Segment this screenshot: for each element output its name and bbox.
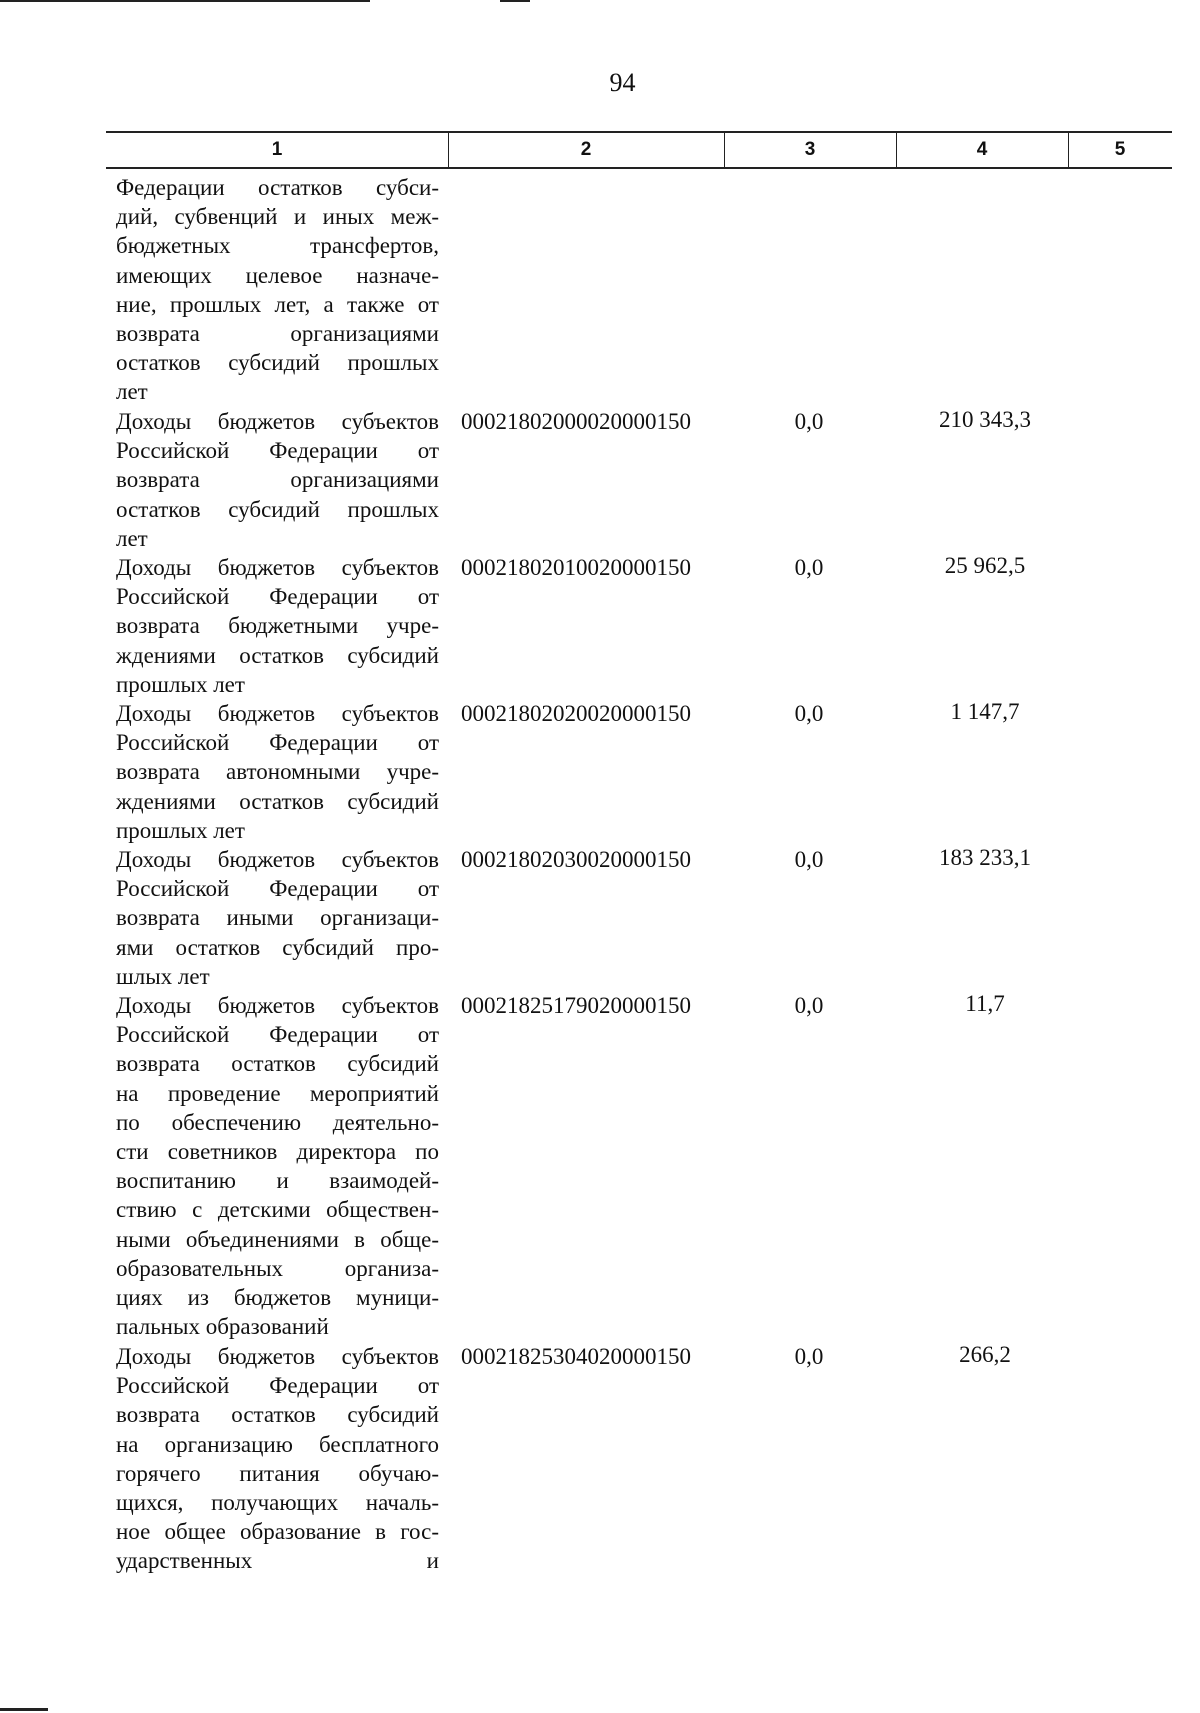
- description-line: ными объединениями в обще-: [116, 1226, 439, 1252]
- row-description: [116, 1342, 439, 1576]
- description-line: Российской Федерации от: [116, 876, 439, 902]
- description-line: имеющих целевое назначе-: [116, 262, 439, 288]
- scan-edge-top: [0, 0, 370, 2]
- column-header-3: 3: [804, 139, 816, 160]
- description-line: возврата организациями: [116, 321, 439, 347]
- description-line: прошлых лет: [116, 671, 245, 697]
- description-line: Доходы бюджетов субъектов: [116, 1344, 439, 1369]
- description-line: пальных образований: [116, 1314, 329, 1340]
- description-line: Федерации остатков субси-: [116, 175, 439, 200]
- description-line: возврата бюджетными учре-: [116, 613, 439, 639]
- description-line: возврата остатков субсидий: [116, 1051, 439, 1077]
- description-line: возврата автономными учре-: [116, 759, 439, 785]
- description-line: возврата остатков субсидий: [116, 1402, 439, 1428]
- budget-classification-code: 00021825304020000150: [461, 1344, 691, 1369]
- row-description: [116, 699, 439, 845]
- row-description: [116, 407, 439, 553]
- row-description: [116, 845, 439, 991]
- description-line: Российской Федерации от: [116, 584, 439, 610]
- description-line: на проведение мероприятий: [116, 1080, 439, 1106]
- column-header-1: 1: [271, 139, 283, 160]
- budget-classification-code: 00021802000020000150: [461, 409, 691, 434]
- description-line: ждениями остатков субсидий: [116, 642, 439, 668]
- description-line: ствию с детскими обществен-: [116, 1197, 439, 1223]
- column-4-value: 11,7: [965, 991, 1005, 1016]
- description-line: Доходы бюджетов субъектов: [116, 847, 439, 872]
- description-line: Доходы бюджетов субъектов: [116, 555, 439, 580]
- column-header-2: 2: [580, 139, 592, 160]
- scan-edge-bottom: [0, 1708, 48, 1711]
- column-3-value: 0,0: [794, 701, 824, 726]
- description-line: образовательных организа-: [116, 1255, 439, 1281]
- description-line: по обеспечению деятельно-: [116, 1109, 439, 1135]
- scan-edge-top-fragment: [500, 0, 530, 2]
- column-header-4: 4: [976, 139, 988, 160]
- description-line: шлых лет: [116, 963, 210, 989]
- row-description: [116, 991, 439, 1341]
- description-line: дий, субвенций и иных меж-: [116, 204, 439, 230]
- budget-classification-code: 00021802010020000150: [461, 555, 691, 580]
- description-line: Доходы бюджетов субъектов: [116, 701, 439, 726]
- description-line: воспитанию и взаимодей-: [116, 1168, 439, 1194]
- column-4-value: 210 343,3: [939, 407, 1031, 432]
- column-3-value: 0,0: [794, 409, 824, 434]
- description-line: прошлых лет: [116, 817, 245, 843]
- column-4-value: 1 147,7: [950, 699, 1020, 724]
- description-line: возврата иными организаци-: [116, 905, 439, 931]
- table-column-header: [106, 131, 1172, 169]
- column-3-value: 0,0: [794, 555, 824, 580]
- row-description: [116, 553, 439, 699]
- column-4-value: 183 233,1: [939, 845, 1031, 870]
- description-line: ное общее образование в гос-: [116, 1519, 439, 1545]
- description-line: ние, прошлых лет, а также от: [116, 291, 439, 317]
- description-line: Доходы бюджетов субъектов: [116, 409, 439, 434]
- description-line: возврата организациями: [116, 467, 439, 493]
- description-line: Российской Федерации от: [116, 438, 439, 464]
- description-line: ждениями остатков субсидий: [116, 788, 439, 814]
- column-3-value: 0,0: [794, 1344, 824, 1369]
- column-header-5: 5: [1114, 139, 1126, 160]
- description-line: лет: [116, 525, 148, 551]
- description-line: Российской Федерации от: [116, 1022, 439, 1048]
- description-line: щихся, получающих началь-: [116, 1490, 439, 1516]
- page-number: 94: [609, 68, 636, 97]
- budget-classification-code: 00021802030020000150: [461, 847, 691, 872]
- description-line: горячего питания обучаю-: [116, 1460, 439, 1486]
- budget-classification-code: 00021802020020000150: [461, 701, 691, 726]
- column-4-value: 25 962,5: [944, 553, 1026, 578]
- description-line: Российской Федерации от: [116, 730, 439, 756]
- column-3-value: 0,0: [794, 847, 824, 872]
- description-line: циях из бюджетов муници-: [116, 1285, 439, 1311]
- description-line: Доходы бюджетов субъектов: [116, 993, 439, 1018]
- description-line: остатков субсидий прошлых: [116, 350, 439, 376]
- description-line: лет: [116, 379, 148, 405]
- column-4-value: 266,2: [959, 1342, 1011, 1367]
- description-line: ями остатков субсидий про-: [116, 934, 439, 960]
- continuation-description: [116, 173, 439, 407]
- description-line: бюджетных трансфертов,: [116, 233, 439, 259]
- description-line: ударственных и: [116, 1548, 439, 1574]
- budget-classification-code: 00021825179020000150: [461, 993, 691, 1018]
- description-line: сти советников директора по: [116, 1139, 439, 1165]
- description-line: Российской Федерации от: [116, 1373, 439, 1399]
- description-line: остатков субсидий прошлых: [116, 496, 439, 522]
- column-3-value: 0,0: [794, 993, 824, 1018]
- description-line: на организацию бесплатного: [116, 1431, 439, 1457]
